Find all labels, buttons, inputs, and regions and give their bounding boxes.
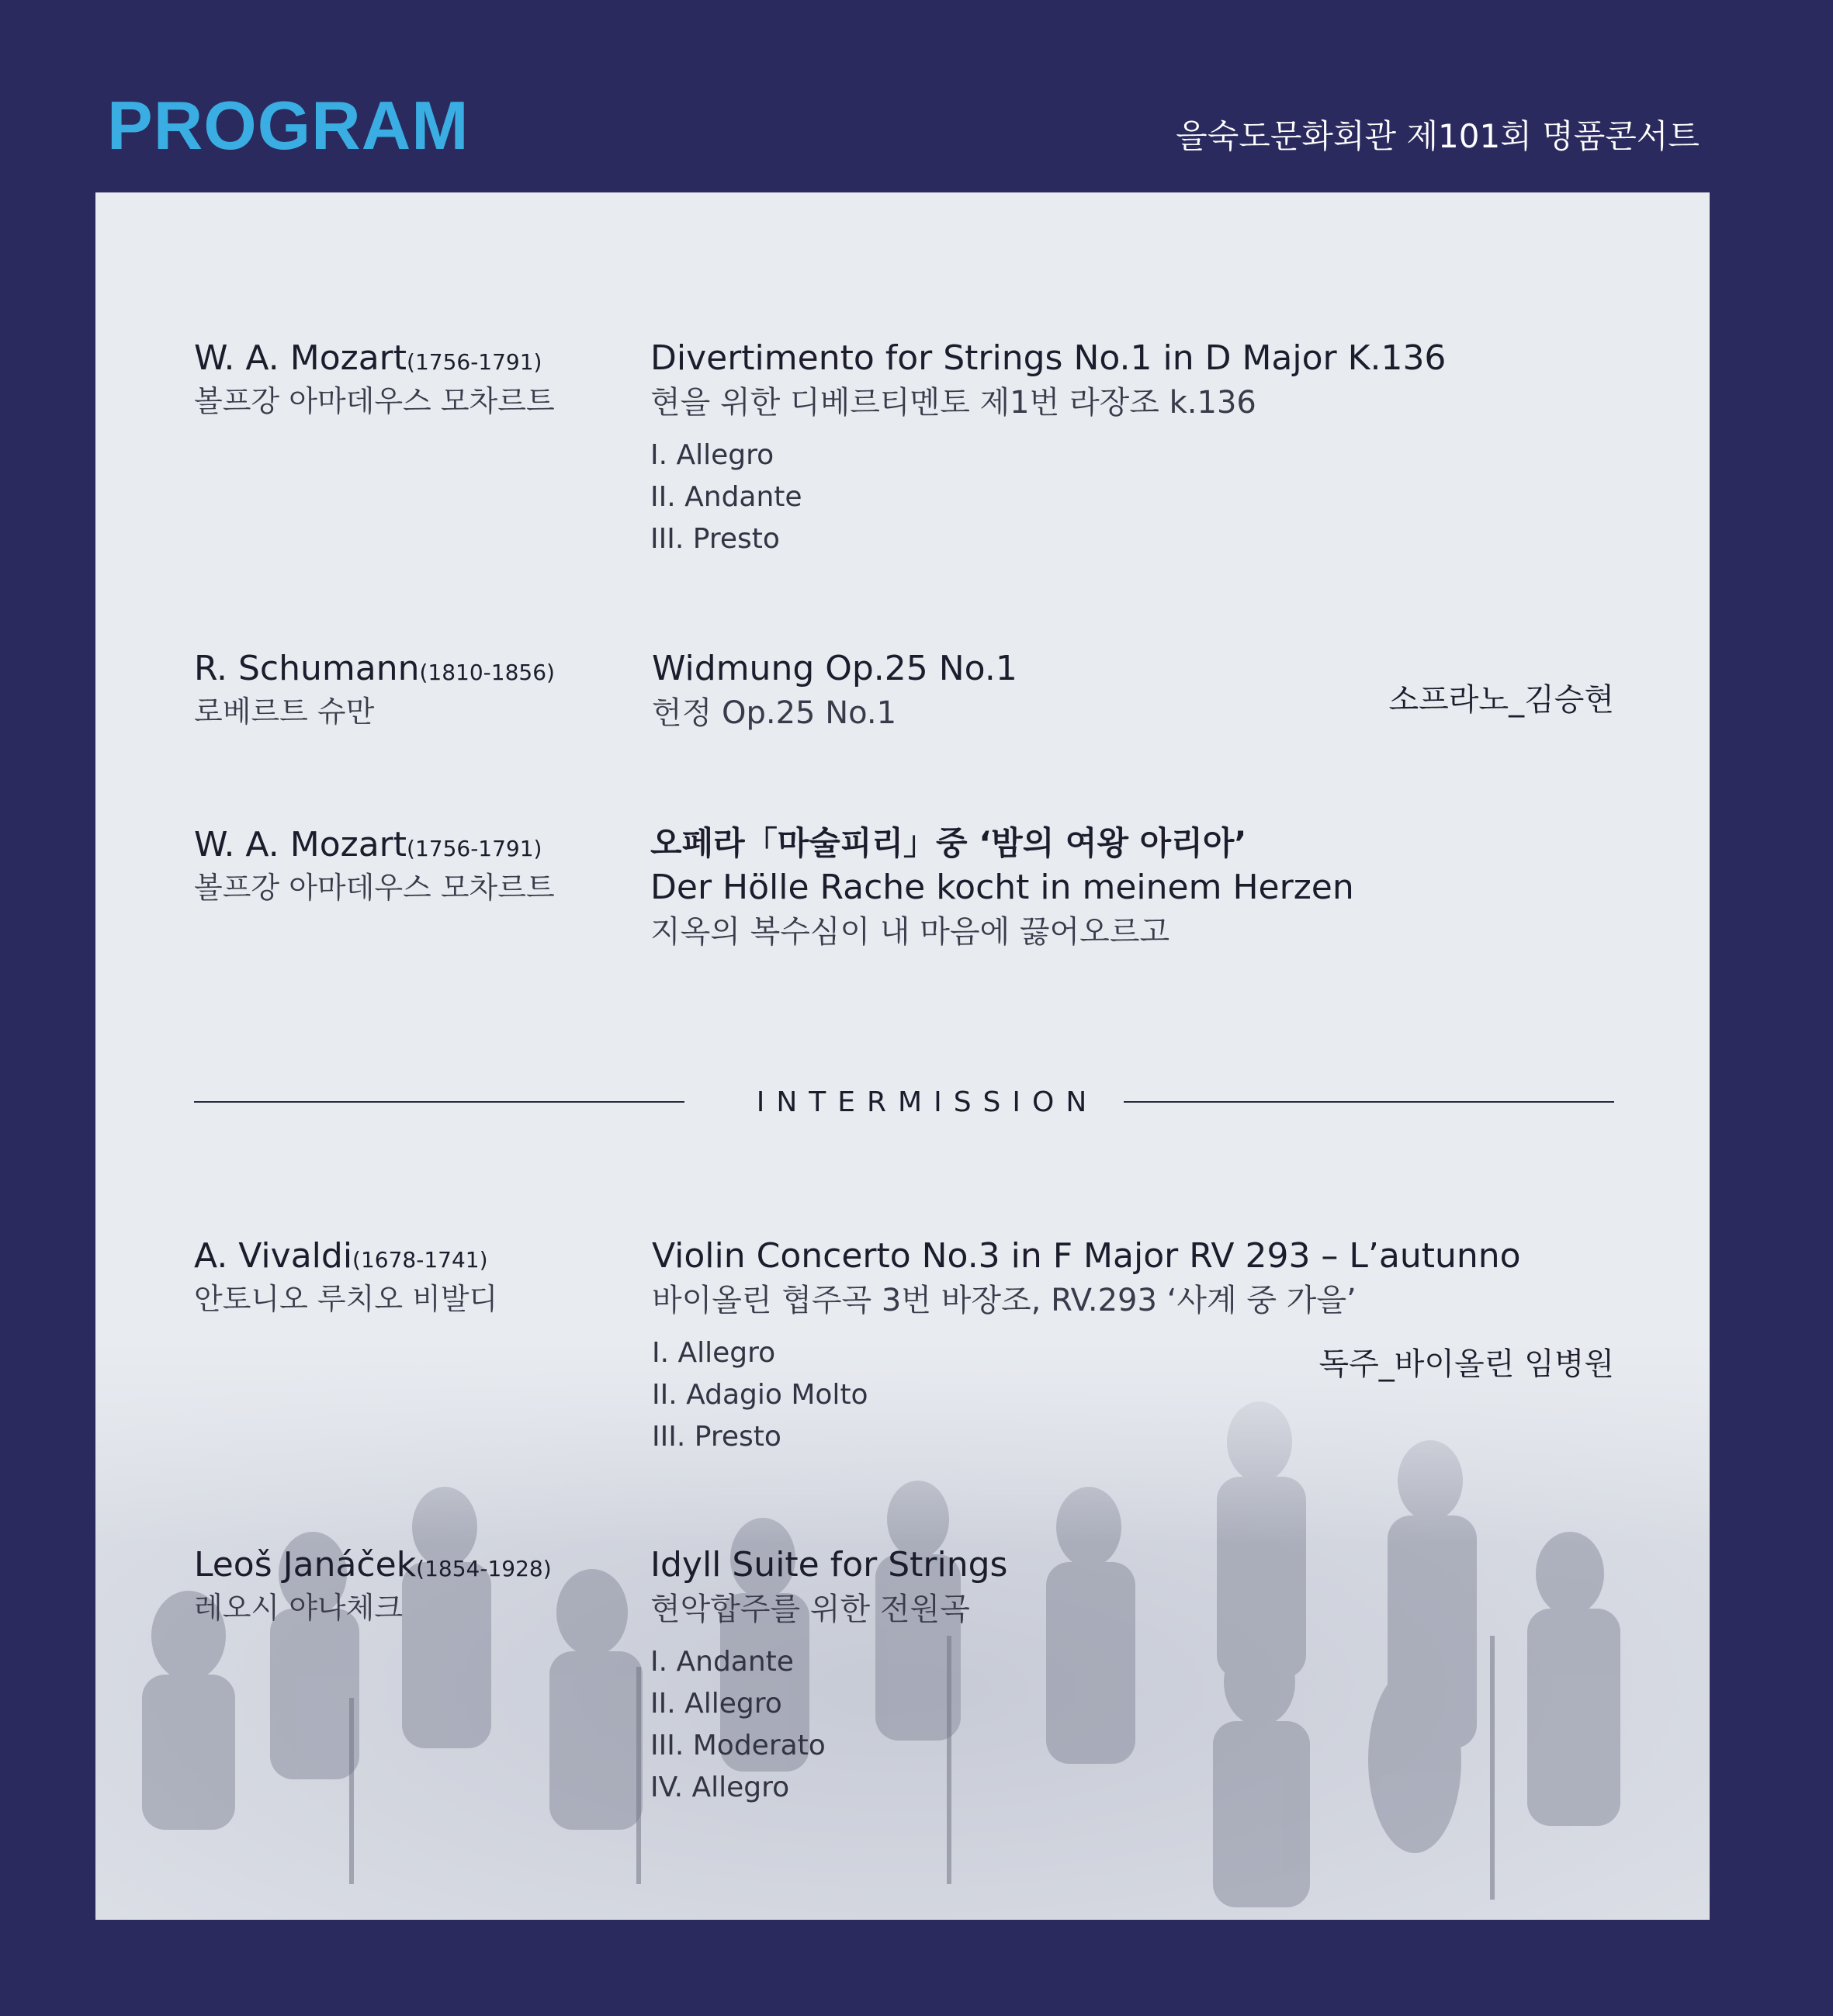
work-title-korean: 헌정 Op.25 No.1 [652, 695, 897, 732]
composer-years: (1756-1791) [407, 349, 542, 375]
movement-item: II. Adagio Molto [652, 1379, 868, 1412]
composer-janacek [194, 1543, 552, 1630]
composer-years: (1854-1928) [416, 1556, 552, 1581]
concert-subtitle: 을숙도문화회관 제101회 명품콘서트 [1176, 117, 1700, 155]
composer-years: (1810-1856) [419, 660, 555, 685]
work-title: Divertimento for Strings No.1 in D Major K.136 [650, 338, 1447, 378]
composer-name: Leoš Janáček(1854-1928) [194, 1545, 552, 1585]
work-title: Der Hölle Rache kocht in meinem Herzen [650, 867, 1354, 907]
movement-item: II. Allegro [650, 1688, 782, 1720]
composer-years: (1678-1741) [352, 1247, 488, 1273]
work-divertimento [650, 336, 1446, 560]
intermission-label: INTERMISSION [756, 1086, 1099, 1118]
work-queen-of-night-aria [650, 823, 1354, 954]
composer-schumann [194, 646, 555, 733]
work-title-korean: 현을 위한 디베르티멘토 제1번 라장조 k.136 [650, 385, 1256, 421]
movement-list [650, 435, 1446, 560]
page-title: PROGRAM [107, 87, 470, 164]
intermission-divider-right [1124, 1101, 1614, 1103]
work-title-korean: 지옥의 복수심이 내 마음에 끓어오르고 [650, 913, 1170, 950]
composer-name-korean: 볼프강 아마데우스 모차르트 [194, 384, 555, 419]
movement-item: II. Andante [650, 481, 802, 514]
movement-item: III. Presto [650, 523, 780, 556]
movement-item: I. Allegro [650, 439, 774, 472]
composer-name-korean: 볼프강 아마데우스 모차르트 [194, 871, 555, 906]
composer-mozart-1 [194, 336, 555, 423]
work-title-korean: 바이올린 협주곡 3번 바장조, RV.293 ‘사계 중 가을’ [652, 1283, 1357, 1319]
performer-soprano: 소프라노_김승현 [1388, 682, 1614, 718]
work-title: Widmung Op.25 No.1 [652, 649, 1017, 688]
composer-vivaldi [194, 1234, 497, 1321]
work-title-korean: 현악합주를 위한 전원곡 [650, 1592, 970, 1628]
movement-item: IV. Allegro [650, 1772, 790, 1804]
work-title: Violin Concerto No.3 in F Major RV 293 – L’autunno [652, 1236, 1521, 1276]
movement-item: III. Presto [652, 1421, 781, 1453]
program-panel [95, 192, 1710, 1920]
work-idyll [650, 1543, 1007, 1809]
composer-years: (1756-1791) [407, 836, 542, 861]
composer-name: W. A. Mozart(1756-1791) [194, 338, 542, 378]
performer-violin-soloist: 독주_바이올린 임병원 [1318, 1346, 1614, 1382]
composer-name: W. A. Mozart(1756-1791) [194, 825, 542, 864]
work-title: Idyll Suite for Strings [650, 1545, 1008, 1585]
composer-mozart-2 [194, 823, 555, 909]
movement-item: III. Moderato [650, 1730, 826, 1762]
composer-name-korean: 레오시 야나체크 [194, 1591, 404, 1626]
opera-title: 오페라「마술피리」중 ‘밤의 여왕 아리아’ [650, 824, 1247, 862]
movement-item: I. Allegro [652, 1337, 776, 1370]
composer-name: R. Schumann(1810-1856) [194, 649, 555, 688]
composer-name-korean: 로베르트 슈만 [194, 695, 375, 729]
work-widmung [652, 646, 1017, 736]
movement-list [650, 1641, 1007, 1809]
composer-name-korean: 안토니오 루치오 비발디 [194, 1282, 498, 1317]
movement-item: I. Andante [650, 1646, 794, 1678]
intermission-divider-left [194, 1101, 684, 1103]
composer-name: A. Vivaldi(1678-1741) [194, 1236, 488, 1276]
